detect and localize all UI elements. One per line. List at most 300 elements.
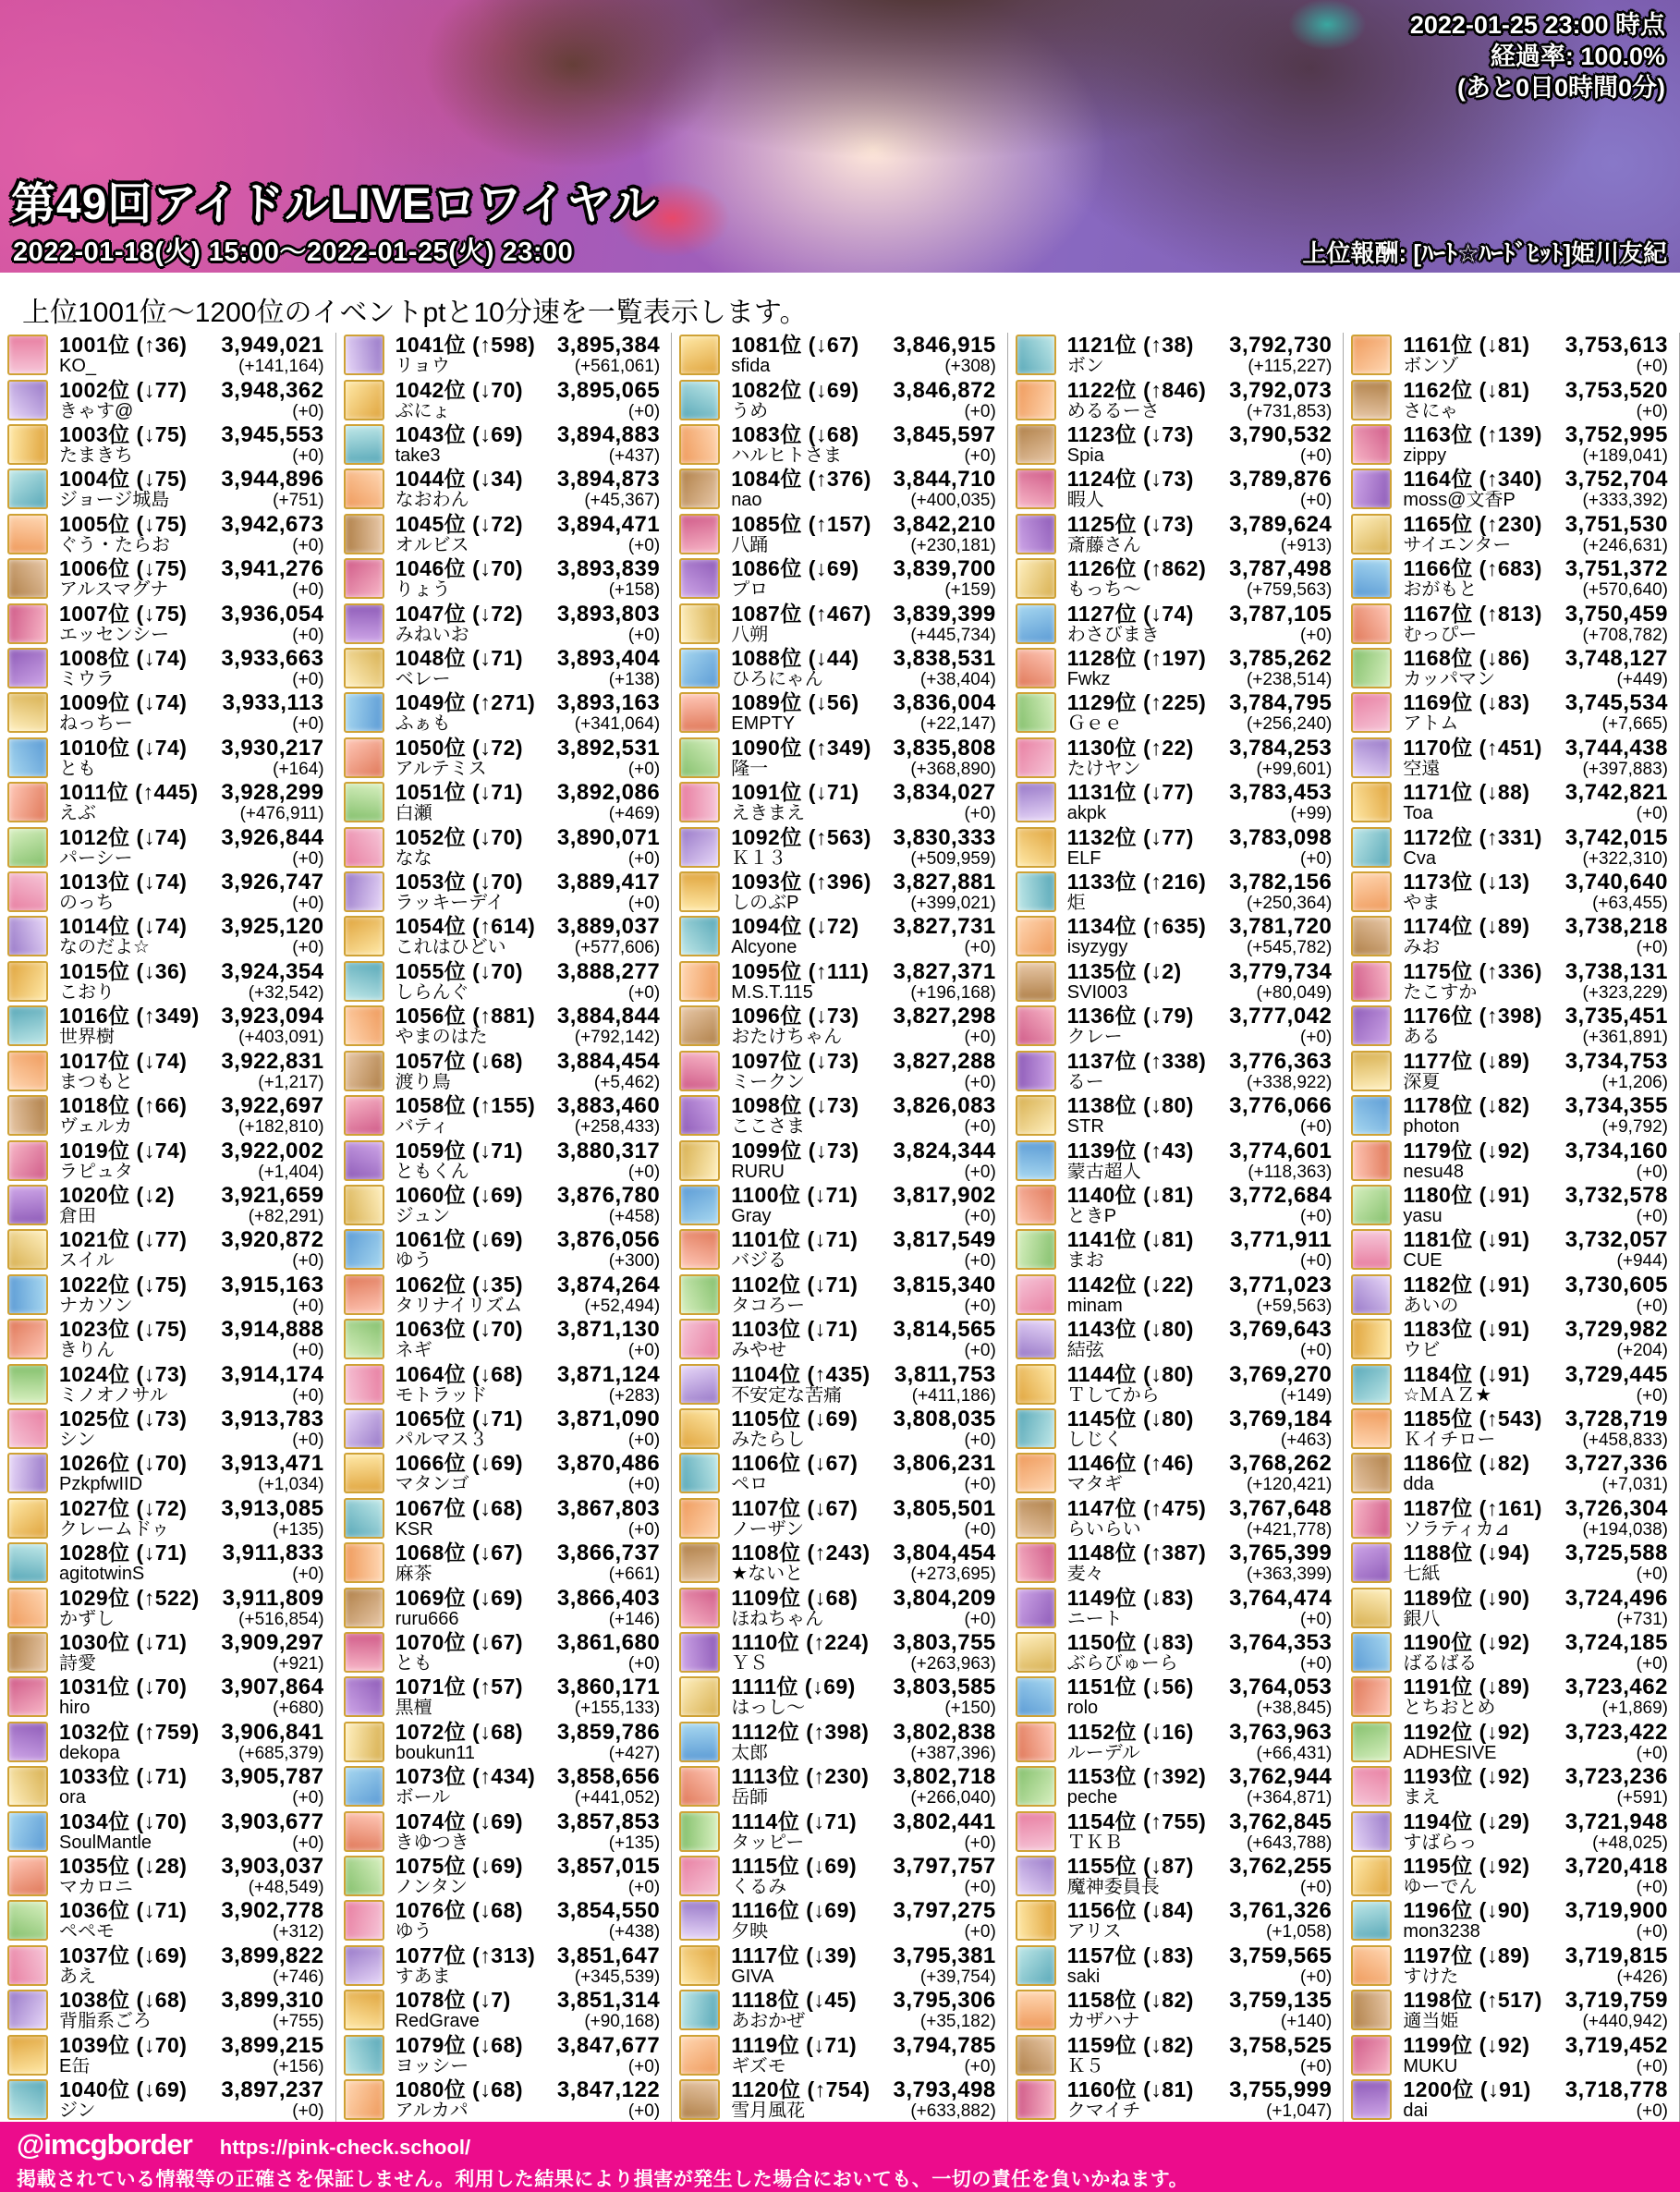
player-avatar <box>679 1364 720 1405</box>
player-avatar <box>7 737 48 778</box>
player-name: アルスマグナ <box>59 580 169 601</box>
player-name: ＹＳ <box>731 1653 769 1674</box>
ranking-entry <box>336 824 672 869</box>
player-avatar <box>1351 1945 1392 1986</box>
player-name: きゆつき <box>395 1833 469 1853</box>
rank-and-change: 1064位 (↓68) <box>395 1361 524 1386</box>
rank-and-change: 1122位 (↑846) <box>1066 377 1207 402</box>
rank-and-change: 1082位 (↓69) <box>731 377 859 402</box>
event-points: 3,826,083 <box>893 1093 996 1119</box>
ten-min-gain: (+516,854) <box>238 1609 324 1629</box>
ten-min-gain: (+0) <box>1300 1653 1333 1674</box>
player-name: nao <box>731 491 762 511</box>
ranking-entry <box>1008 1273 1344 1317</box>
player-name: タコろー <box>731 1296 806 1316</box>
event-points: 3,911,833 <box>222 1540 324 1566</box>
player-avatar <box>1016 1453 1056 1493</box>
ranking-entry <box>0 377 335 421</box>
player-name: ペロ <box>731 1475 769 1495</box>
player-avatar <box>679 1319 720 1359</box>
ranking-entry <box>1344 1183 1679 1227</box>
player-name: たまきち <box>59 446 133 467</box>
ranking-entry <box>1008 377 1344 421</box>
player-name: タッピー <box>731 1833 805 1853</box>
event-points: 3,764,053 <box>1229 1674 1333 1700</box>
player-avatar <box>1351 1542 1392 1583</box>
ten-min-gain: (+0) <box>292 1565 324 1585</box>
ranking-entry <box>336 422 672 467</box>
rank-and-change: 1179位 (↓92) <box>1403 1138 1530 1163</box>
rank-and-change: 1181位 (↓91) <box>1403 1227 1530 1252</box>
ten-min-gain: (+230,181) <box>910 535 996 555</box>
rank-and-change: 1106位 (↓67) <box>731 1451 858 1476</box>
player-name: saki <box>1066 1967 1101 1987</box>
player-name: かずし <box>59 1609 115 1629</box>
player-avatar <box>344 1588 384 1628</box>
rank-and-change: 1196位 (↓90) <box>1403 1898 1530 1923</box>
rank-and-change: 1197位 (↓89) <box>1403 1942 1530 1967</box>
ten-min-gain: (+0) <box>1300 1028 1333 1048</box>
ranking-entry <box>336 601 672 645</box>
rank-and-change: 1090位 (↑349) <box>731 735 871 760</box>
player-name: isyzygy <box>1066 938 1128 958</box>
player-avatar <box>344 1140 384 1181</box>
player-avatar <box>679 1811 720 1852</box>
event-points: 3,846,915 <box>893 333 996 359</box>
ranking-entry <box>1008 2032 1344 2076</box>
player-name: Toa <box>1403 804 1433 824</box>
player-avatar <box>1016 871 1056 912</box>
rank-and-change: 1113位 (↑230) <box>731 1764 870 1789</box>
rank-and-change: 1070位 (↓67) <box>395 1629 524 1654</box>
player-avatar <box>679 648 720 688</box>
player-name: take3 <box>395 446 441 467</box>
player-avatar <box>679 1185 720 1225</box>
ten-min-gain: (+164) <box>273 759 324 779</box>
player-avatar <box>679 871 720 912</box>
ten-min-gain: (+182,810) <box>238 1117 324 1138</box>
player-name: あおかぜ <box>731 2012 806 2032</box>
player-name: ラッキーデイ <box>395 894 505 914</box>
ranking-entry <box>1344 1138 1679 1182</box>
player-avatar <box>1351 1140 1392 1181</box>
progress-rate: 経過率: 100.0% <box>1490 43 1665 70</box>
player-avatar <box>1351 335 1392 375</box>
rank-and-change: 1093位 (↑396) <box>731 870 871 895</box>
ranking-grid <box>0 333 1680 2122</box>
player-name: マカロニ <box>59 1878 133 1898</box>
player-avatar <box>7 1005 48 1046</box>
player-name: エッセンシー <box>59 625 170 645</box>
ranking-entry <box>672 1943 1007 1988</box>
event-points: 3,892,086 <box>556 780 661 806</box>
player-name: peche <box>1066 1788 1118 1808</box>
player-avatar <box>344 469 384 509</box>
ranking-entry <box>336 1720 672 1764</box>
ranking-entry <box>1344 512 1679 556</box>
rank-and-change: 1192位 (↓92) <box>1403 1719 1530 1744</box>
event-points: 3,930,217 <box>221 735 324 761</box>
player-name: こおり <box>59 982 115 1003</box>
ranking-entry <box>1008 1943 1344 1988</box>
rank-and-change: 1146位 (↑46) <box>1066 1451 1194 1476</box>
event-points: 3,752,704 <box>1564 467 1668 493</box>
player-avatar <box>7 782 48 822</box>
ranking-entry <box>1344 736 1679 780</box>
event-points: 3,735,451 <box>1564 1004 1668 1029</box>
player-avatar <box>7 603 48 644</box>
event-points: 3,857,853 <box>556 1808 661 1834</box>
rank-and-change: 1007位 (↓75) <box>59 601 188 626</box>
rank-and-change: 1089位 (↓56) <box>731 690 859 715</box>
event-points: 3,759,565 <box>1229 1942 1333 1968</box>
player-name: M.S.T.115 <box>731 982 813 1003</box>
player-name: SVI003 <box>1066 982 1128 1003</box>
rank-and-change: 1200位 (↓91) <box>1403 2077 1531 2102</box>
event-banner <box>0 0 1680 273</box>
rank-and-change: 1035位 (↓28) <box>59 1854 188 1879</box>
ranking-entry <box>336 1273 672 1317</box>
player-name: ☆ＭＡＺ★ <box>1403 1385 1492 1406</box>
ranking-entry <box>336 1496 672 1540</box>
event-points: 3,845,597 <box>893 422 996 448</box>
rank-and-change: 1120位 (↑754) <box>731 2077 870 2102</box>
rank-and-change: 1108位 (↑243) <box>731 1540 870 1565</box>
player-avatar <box>1351 1005 1392 1046</box>
player-name: みやせ <box>731 1341 787 1361</box>
event-points: 3,830,333 <box>893 824 996 850</box>
rank-and-change: 1068位 (↓67) <box>395 1540 524 1565</box>
ten-min-gain: (+577,606) <box>574 938 661 958</box>
player-avatar <box>344 514 384 554</box>
player-avatar <box>344 2035 384 2076</box>
ten-min-gain: (+0) <box>964 804 996 824</box>
player-name: ともくん <box>395 1162 469 1182</box>
event-points: 3,764,474 <box>1229 1585 1333 1611</box>
ranking-entry <box>336 1585 672 1629</box>
ten-min-gain: (+273,695) <box>910 1565 996 1585</box>
ten-min-gain: (+322,310) <box>1582 848 1668 869</box>
player-avatar <box>1016 1364 1056 1405</box>
player-avatar <box>1351 827 1392 868</box>
player-name: タリナイリズム <box>395 1296 523 1316</box>
ten-min-gain: (+0) <box>1300 1341 1333 1361</box>
rank-and-change: 1043位 (↓69) <box>395 422 524 447</box>
player-name: むっぴー <box>1403 625 1478 645</box>
player-name: やま <box>1403 894 1441 914</box>
rank-and-change: 1030位 (↓71) <box>59 1629 188 1654</box>
player-name: Ｇｅｅ <box>1066 714 1123 735</box>
ten-min-gain: (+400,035) <box>910 491 996 511</box>
player-avatar <box>7 424 48 465</box>
ranking-entry <box>336 1943 672 1988</box>
ranking-entry <box>0 1630 335 1674</box>
rank-and-change: 1165位 (↑230) <box>1403 511 1542 536</box>
event-points: 3,805,501 <box>893 1495 996 1521</box>
ten-min-gain: (+135) <box>608 1833 661 1853</box>
player-avatar <box>679 424 720 465</box>
rank-and-change: 1171位 (↓88) <box>1403 780 1530 805</box>
ten-min-gain: (+458,833) <box>1582 1430 1668 1450</box>
event-points: 3,763,963 <box>1229 1719 1333 1745</box>
ten-min-gain: (+0) <box>627 401 661 421</box>
event-points: 3,858,656 <box>556 1764 661 1790</box>
ranking-entry <box>1008 467 1344 511</box>
ten-min-gain: (+387,396) <box>910 1743 996 1763</box>
player-avatar <box>1016 782 1056 822</box>
player-avatar <box>679 2079 720 2120</box>
event-points: 3,745,534 <box>1564 690 1668 716</box>
player-avatar <box>344 380 384 420</box>
ranking-entry <box>1344 1585 1679 1629</box>
player-name: 背脂系ごろ <box>59 2012 152 2032</box>
ten-min-gain: (+0) <box>292 938 324 958</box>
player-avatar <box>344 1856 384 1896</box>
event-points: 3,755,999 <box>1229 2077 1333 2103</box>
ten-min-gain: (+746) <box>273 1967 324 1987</box>
event-points: 3,949,021 <box>221 333 324 359</box>
ranking-entry <box>672 780 1007 824</box>
rank-and-change: 1149位 (↓83) <box>1066 1585 1194 1610</box>
rank-and-change: 1127位 (↓74) <box>1066 601 1194 626</box>
ten-min-gain: (+0) <box>1636 938 1668 958</box>
rank-and-change: 1176位 (↑398) <box>1403 1004 1542 1029</box>
event-points: 3,922,831 <box>221 1048 324 1074</box>
event-points: 3,719,815 <box>1564 1942 1668 1968</box>
player-avatar <box>344 1676 384 1717</box>
ten-min-gain: (+680) <box>273 1699 324 1719</box>
ranking-entry <box>336 914 672 958</box>
player-avatar <box>679 782 720 822</box>
ranking-entry <box>672 1898 1007 1942</box>
event-points: 3,802,718 <box>893 1764 996 1790</box>
player-name: minam <box>1066 1296 1123 1316</box>
rank-and-change: 1156位 (↓84) <box>1066 1898 1194 1923</box>
rank-and-change: 1027位 (↓72) <box>59 1495 188 1520</box>
ranking-entry <box>1344 1630 1679 1674</box>
player-name: hiro <box>59 1699 91 1719</box>
ranking-entry <box>336 556 672 601</box>
rank-and-change: 1150位 (↓83) <box>1066 1629 1194 1654</box>
event-points: 3,906,841 <box>221 1719 324 1745</box>
ten-min-gain: (+194,038) <box>1582 1519 1668 1540</box>
player-name: ELF <box>1066 848 1102 869</box>
event-points: 3,899,310 <box>221 1988 324 2014</box>
ranking-entry <box>1344 1674 1679 1719</box>
rank-and-change: 1102位 (↓71) <box>731 1272 858 1297</box>
event-points: 3,795,306 <box>893 1988 996 2014</box>
player-name: ★ないと <box>731 1565 804 1585</box>
event-points: 3,748,127 <box>1564 646 1668 672</box>
player-avatar <box>344 916 384 956</box>
player-name: しじく <box>1066 1430 1123 1450</box>
ranking-entry <box>1008 1720 1344 1764</box>
player-avatar <box>7 1274 48 1315</box>
player-name: クマイチ <box>1066 2101 1141 2122</box>
ten-min-gain: (+0) <box>1636 2101 1668 2122</box>
ten-min-gain: (+0) <box>292 714 324 735</box>
player-avatar <box>1351 1498 1392 1539</box>
ten-min-gain: (+364,871) <box>1246 1788 1333 1808</box>
player-avatar <box>1016 1542 1056 1583</box>
event-points: 3,817,549 <box>893 1227 996 1253</box>
player-avatar <box>7 514 48 554</box>
player-avatar <box>1351 1990 1392 2030</box>
player-avatar <box>1351 1051 1392 1091</box>
ranking-entry <box>1344 1004 1679 1048</box>
ranking-entry <box>336 690 672 735</box>
event-points: 3,861,680 <box>556 1629 661 1655</box>
ranking-entry <box>672 1361 1007 1406</box>
event-points: 3,734,355 <box>1564 1093 1668 1119</box>
player-name: ノーザン <box>731 1519 805 1540</box>
player-avatar <box>679 1229 720 1270</box>
player-name: しらんぐ <box>395 982 469 1003</box>
event-points: 3,876,780 <box>556 1182 661 1208</box>
rank-and-change: 1040位 (↓69) <box>59 2077 188 2102</box>
ten-min-gain: (+0) <box>1300 1967 1333 1987</box>
player-name: アトム <box>1403 714 1459 735</box>
ranking-entry <box>336 2032 672 2076</box>
ten-min-gain: (+333,392) <box>1582 491 1668 511</box>
rank-and-change: 1152位 (↓16) <box>1066 1719 1194 1744</box>
event-points: 3,784,253 <box>1229 735 1333 761</box>
ranking-entry <box>0 2077 335 2122</box>
ranking-entry <box>0 690 335 735</box>
ten-min-gain: (+0) <box>964 1922 996 1942</box>
site-url-link[interactable]: https://pink-check.school/ <box>219 2136 471 2159</box>
ten-min-gain: (+0) <box>627 535 661 555</box>
ten-min-gain: (+63,455) <box>1592 894 1668 914</box>
event-title: 第49回アイドルLIVEロワイヤル <box>11 180 657 229</box>
player-avatar <box>7 1588 48 1628</box>
ranking-entry <box>336 512 672 556</box>
player-avatar <box>679 1542 720 1583</box>
player-name: なな <box>395 848 432 869</box>
player-avatar <box>7 1229 48 1270</box>
player-avatar <box>1016 827 1056 868</box>
ranking-entry <box>672 2077 1007 2122</box>
event-points: 3,783,098 <box>1229 824 1333 850</box>
event-points: 3,776,363 <box>1229 1048 1333 1074</box>
ten-min-gain: (+345,539) <box>574 1967 661 1987</box>
player-name: ばるばる <box>1403 1653 1478 1674</box>
player-avatar <box>1351 1453 1392 1493</box>
event-points: 3,782,156 <box>1229 870 1333 895</box>
player-avatar <box>1351 1274 1392 1315</box>
rank-and-change: 1046位 (↓70) <box>395 556 524 581</box>
ranking-entry <box>672 914 1007 958</box>
ten-min-gain: (+361,891) <box>1582 1028 1668 1048</box>
event-points: 3,744,438 <box>1564 735 1668 761</box>
player-avatar <box>344 1364 384 1405</box>
ranking-entry <box>1344 870 1679 914</box>
event-points: 3,734,753 <box>1564 1048 1668 1074</box>
ranking-entry <box>1008 1496 1344 1540</box>
event-points: 3,762,845 <box>1229 1808 1333 1834</box>
ten-min-gain: (+643,788) <box>1246 1833 1333 1853</box>
rank-and-change: 1045位 (↓72) <box>395 511 524 536</box>
ten-min-gain: (+397,883) <box>1582 759 1668 779</box>
ranking-entry <box>1344 1451 1679 1495</box>
rank-and-change: 1049位 (↑271) <box>395 690 536 715</box>
ten-min-gain: (+120,421) <box>1246 1475 1333 1495</box>
ten-min-gain: (+312) <box>273 1922 324 1942</box>
ten-min-gain: (+48,549) <box>248 1878 324 1898</box>
ranking-entry <box>1344 780 1679 824</box>
player-name: ＴＫＢ <box>1066 1833 1123 1853</box>
ranking-entry <box>336 1138 672 1182</box>
ten-min-gain: (+38,845) <box>1256 1699 1333 1719</box>
player-avatar <box>679 1856 720 1896</box>
player-name: うめ <box>731 401 769 421</box>
rank-and-change: 1164位 (↑340) <box>1403 467 1542 492</box>
ranking-entry <box>1008 1854 1344 1898</box>
player-name: ナカソン <box>59 1296 133 1316</box>
ranking-entry <box>1008 601 1344 645</box>
player-name: すばらっ <box>1403 1833 1478 1853</box>
event-points: 3,941,276 <box>221 556 324 582</box>
ten-min-gain: (+427) <box>608 1743 661 1763</box>
ten-min-gain: (+0) <box>964 1251 996 1272</box>
event-points: 3,915,163 <box>221 1272 324 1297</box>
player-name: 空遠 <box>1403 759 1441 779</box>
ranking-entry <box>336 1317 672 1361</box>
player-name: MUKU <box>1403 2056 1458 2076</box>
player-name: 黒檀 <box>395 1699 432 1719</box>
player-avatar <box>1351 424 1392 465</box>
player-name: らいらい <box>1066 1519 1141 1540</box>
rank-and-change: 1158位 (↓82) <box>1066 1988 1194 2013</box>
player-avatar <box>679 558 720 599</box>
player-name: SoulMantle <box>59 1833 152 1853</box>
rank-and-change: 1118位 (↓45) <box>731 1988 858 2013</box>
event-points: 3,894,471 <box>556 511 661 537</box>
event-period: 2022-01-18(火) 15:00～2022-01-25(火) 23:00 <box>13 237 574 267</box>
player-avatar <box>1351 916 1392 956</box>
player-name: Cva <box>1403 848 1436 869</box>
player-avatar <box>7 827 48 868</box>
event-points: 3,926,844 <box>221 824 324 850</box>
player-avatar <box>7 469 48 509</box>
ranking-entry <box>1008 1138 1344 1182</box>
player-avatar <box>1351 1095 1392 1136</box>
player-avatar <box>7 380 48 420</box>
ten-min-gain: (+0) <box>292 1341 324 1361</box>
rank-and-change: 1186位 (↓82) <box>1403 1451 1530 1476</box>
event-points: 3,883,460 <box>556 1093 661 1119</box>
ranking-entry <box>672 1540 1007 1585</box>
rank-and-change: 1069位 (↓69) <box>395 1585 524 1610</box>
rank-and-change: 1039位 (↓70) <box>59 2032 188 2057</box>
event-points: 3,729,445 <box>1564 1361 1668 1387</box>
ten-min-gain: (+0) <box>1300 491 1333 511</box>
ranking-entry <box>672 467 1007 511</box>
ten-min-gain: (+921) <box>273 1653 324 1674</box>
rank-and-change: 1019位 (↓74) <box>59 1138 188 1163</box>
rank-and-change: 1062位 (↓35) <box>395 1272 524 1297</box>
player-avatar <box>1351 871 1392 912</box>
ten-min-gain: (+0) <box>292 848 324 869</box>
player-name: みねいお <box>395 625 469 645</box>
player-name: オルビス <box>395 535 469 555</box>
ranking-entry <box>1344 914 1679 958</box>
event-points: 3,751,372 <box>1564 556 1668 582</box>
rank-and-change: 1083位 (↓68) <box>731 422 859 447</box>
player-name: ノンタン <box>395 1878 468 1898</box>
rank-and-change: 1094位 (↓72) <box>731 914 859 939</box>
ten-min-gain: (+300) <box>608 1251 661 1272</box>
